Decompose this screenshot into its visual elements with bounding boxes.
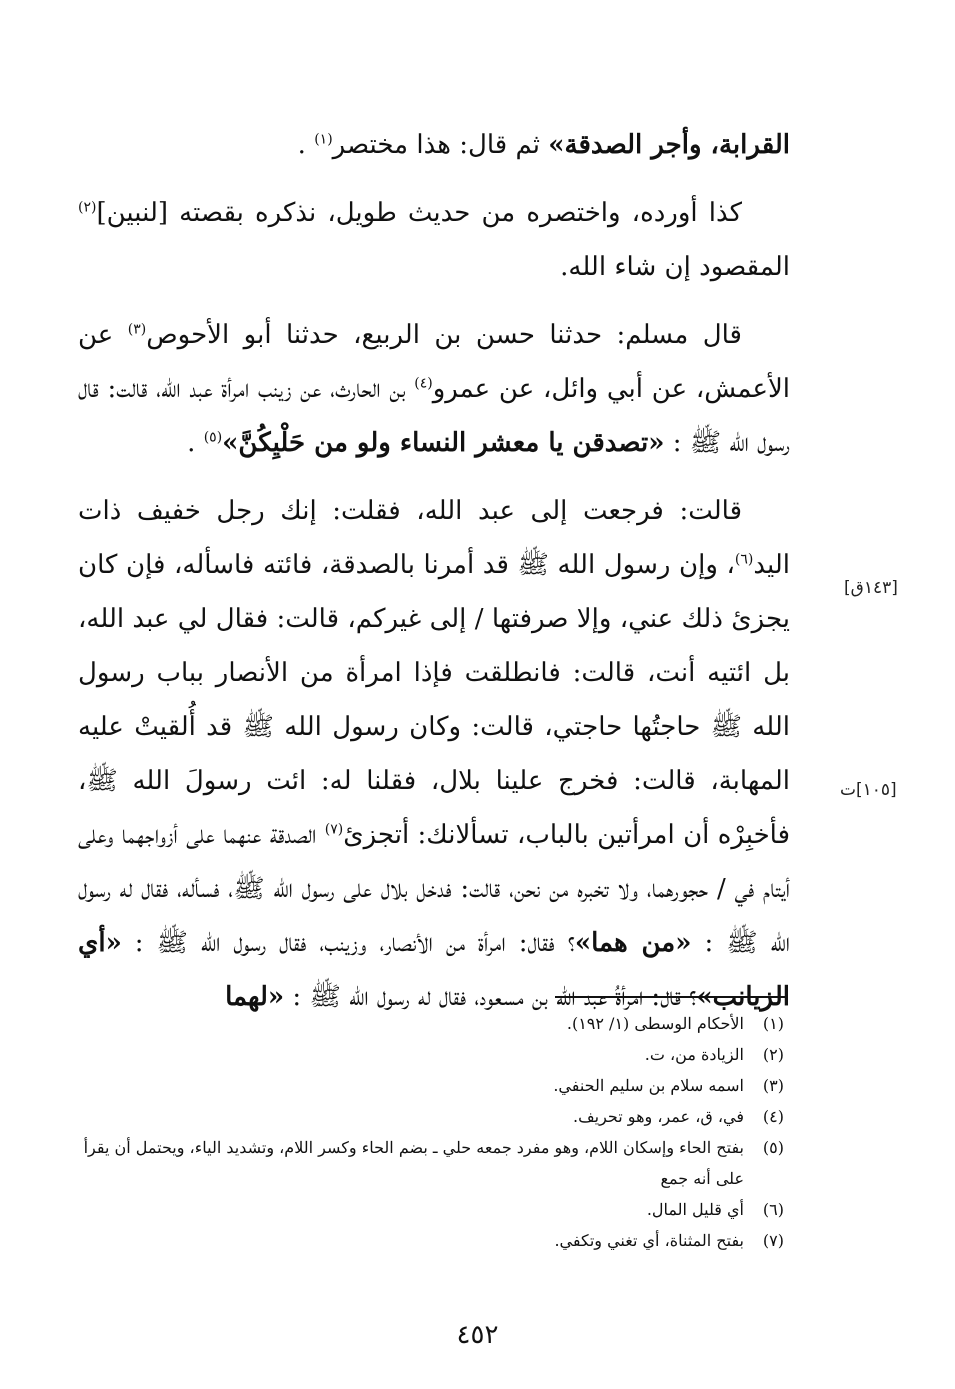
bold-phrase: القرابة، وأجر الصدقة» xyxy=(548,130,790,160)
quote-ayy-al-zayanib: «أي الزيانب» xyxy=(78,928,790,1012)
margin-reference-t: [١٠٥]ت xyxy=(840,780,897,800)
footnote-item: (٦) أي قليل المال. xyxy=(646,1200,784,1219)
quote-lahuma: «لهما xyxy=(225,982,285,1012)
footnote-ref-1[interactable]: (١) xyxy=(314,131,333,148)
footnote-ref-6[interactable]: (٦) xyxy=(734,551,754,568)
paragraph-4: قالت: فرجعت إلى عبد الله، فقلت: إنك رجل خفيف ذات اليد$^{(٦)}$، وإن رسول الله ﷺ قد أمرنا بالصدقة، فائته فاسأله، فإن كان يجزئ ذلك عني، وإلا صرفتها / إلى غيركم، قالت: فقال لي عبد الله، بل ائتيه أنت، قالت: فانطلقت فإذا امرأة من الأنصار بباب رسول الله ﷺ حاجتُها حاجتي، قالت: وكان رسول الله ﷺ قد أُلقيتْ عليه المهابة، قالت: فخرج علينا بلال، فقلنا له: ائت رسولَ الله ﷺ، فأخبِرْه أن امرأتين بالباب، تسألانك: أتجزئ$^{(٧)}$ الصدقة عنهما على أزواجهما وعلى أيتام في / حجورهما، ولا تخبره من نحن، قالت: فدخل بلال على رسول الله ﷺ، فسأله، فقال له رسول الله ﷺ : «من هما»؟ فقال: امرأة من الأنصار، وزينب، فقال رسول الله ﷺ : «أي الزيانب»؟ قال: امرأةُ عبد الله بن مسعود، فقال له رسول الله ﷺ : «لهما xyxy=(78,496,791,1012)
footnote-ref-2[interactable]: (٢) xyxy=(78,199,97,216)
paragraph-3: قال مسلم: حدثنا حسن بن الربيع، حدثنا أبو الأحوص$^{(٣)}$ عن الأعمش، عن أبي وائل، عن عمرو$^{(٤)}$ بن الحارث، عن زينب امرأة عبد الله، قالت: قال رسول الله ﷺ : «تصدقن يا معشر النساء ولو من حَلْيِكُنَّ»$^{(٥)}$ . xyxy=(78,320,791,458)
footnote-ref-3[interactable]: (٣) xyxy=(127,321,147,338)
main-text xyxy=(78,118,790,1038)
footnote-item: (١) الأحكام الوسطى (١/ ١٩٢). xyxy=(566,1014,784,1033)
footnote-item: (٣) اسمه سلام بن سليم الحنفي. xyxy=(553,1076,784,1095)
footnote-item: (٥) بفتح الحاء وإسكان اللام، وهو مفرد جمعه حلي ـ بضم الحاء وكسر اللام، وتشديد الياء، ويحتمل أن يقرأ على أنه جمع xyxy=(83,1138,784,1188)
quote-man-huma: «من هما» xyxy=(574,928,692,958)
footnote-ref-5[interactable]: (٥) xyxy=(203,429,223,446)
paragraph-1: القرابة، وأجر الصدقة» ثم قال: هذا مختصر$^{(١)}$ . xyxy=(297,130,790,160)
footnotes-list xyxy=(78,1008,784,1256)
footnote-item: (٧) بفتح المثناة، أي تغني وتكفي. xyxy=(554,1231,784,1250)
footnote-divider xyxy=(555,996,787,998)
page-number: ٤٥٢ xyxy=(456,1320,499,1350)
hadith-quote: «تصدقن يا معشر النساء ولو من حَلْيِكُنَّ» xyxy=(222,428,665,458)
paragraph-2: كذا أورده، واختصره من حديث طويل، نذكره بقصته [لنبين]$^{(٢)}$ المقصود إن شاء الله. xyxy=(78,198,790,282)
footnote-ref-4[interactable]: (٤) xyxy=(414,375,433,392)
footnote-item: (٤) في، ق، عمر، وهو تحريف. xyxy=(573,1107,784,1126)
footnote-item: (٢) الزيادة من، ت. xyxy=(644,1045,784,1064)
margin-reference-q: [١٤٣ق] xyxy=(844,578,898,598)
footnote-ref-7[interactable]: (٧) xyxy=(324,821,344,838)
